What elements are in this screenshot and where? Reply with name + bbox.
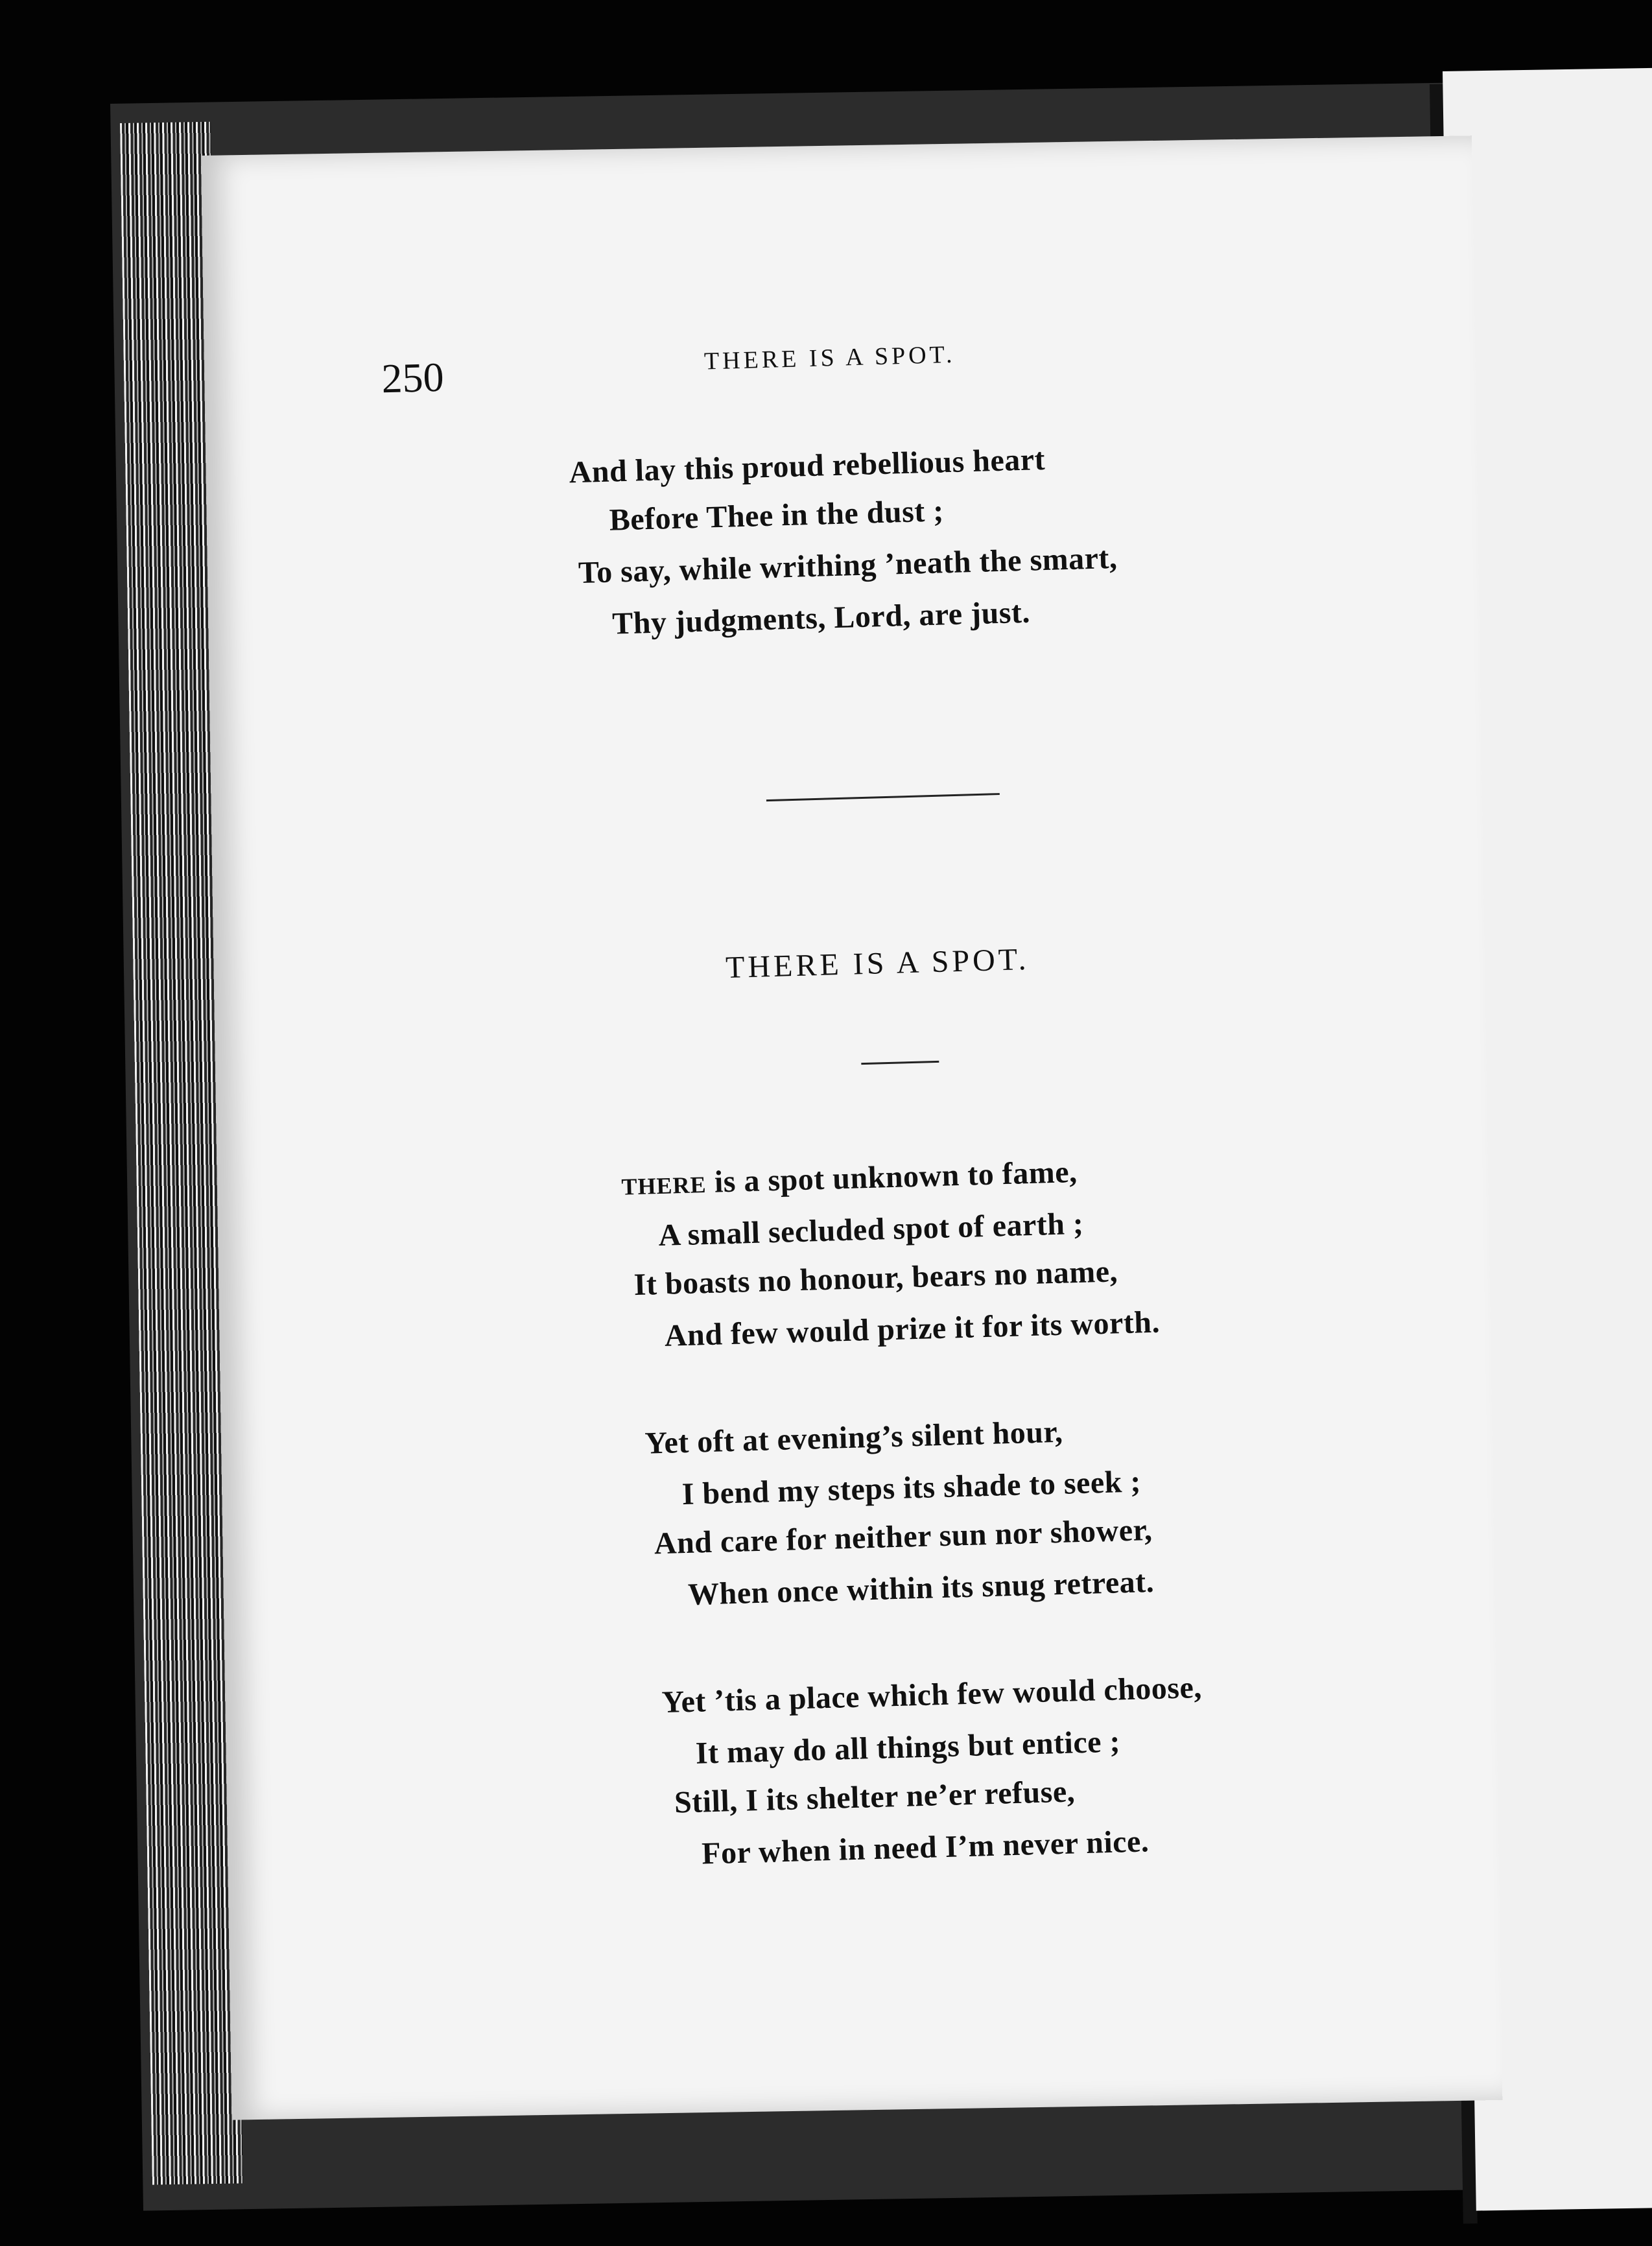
poem-line: Yet oft at evening’s silent hour,	[644, 1414, 1064, 1461]
poem-line: It boasts no honour, bears no name,	[633, 1254, 1118, 1303]
poem-line: A small secluded spot of earth ;	[657, 1206, 1085, 1253]
poem-title: THERE IS A SPOT.	[725, 941, 1030, 985]
first-line-rest: is a spot unknown to fame,	[705, 1154, 1078, 1200]
poem-line: Yet ’tis a place which few would choose,	[661, 1670, 1203, 1720]
poem-line: And care for neither sun nor shower,	[654, 1512, 1153, 1561]
previous-poem-line: Before Thee in the dust ;	[609, 493, 945, 538]
poem-line: When once within its snug retreat.	[687, 1564, 1155, 1612]
drop-word: THERE	[620, 1171, 707, 1200]
page-number: 250	[381, 353, 445, 402]
poem-line: I bend my steps its shade to seek ;	[681, 1464, 1142, 1512]
poem-line: It may do all things but entice ;	[695, 1724, 1121, 1771]
running-head: THERE IS A SPOT.	[703, 340, 956, 375]
previous-poem-line: To say, while writhing ’neath the smart,	[578, 540, 1118, 591]
poem-line: And few would prize it for its worth.	[664, 1305, 1161, 1353]
title-rule	[861, 1061, 939, 1065]
poem-line: Still, I its shelter ne’er refuse,	[674, 1774, 1076, 1820]
previous-poem-line: Thy judgments, Lord, are just.	[611, 595, 1031, 641]
section-divider	[766, 793, 1000, 801]
poem-line: For when in need I’m never nice.	[701, 1824, 1150, 1871]
previous-poem-line: And lay this proud rebellious heart	[568, 442, 1046, 490]
poem-line	[621, 1154, 1078, 1203]
